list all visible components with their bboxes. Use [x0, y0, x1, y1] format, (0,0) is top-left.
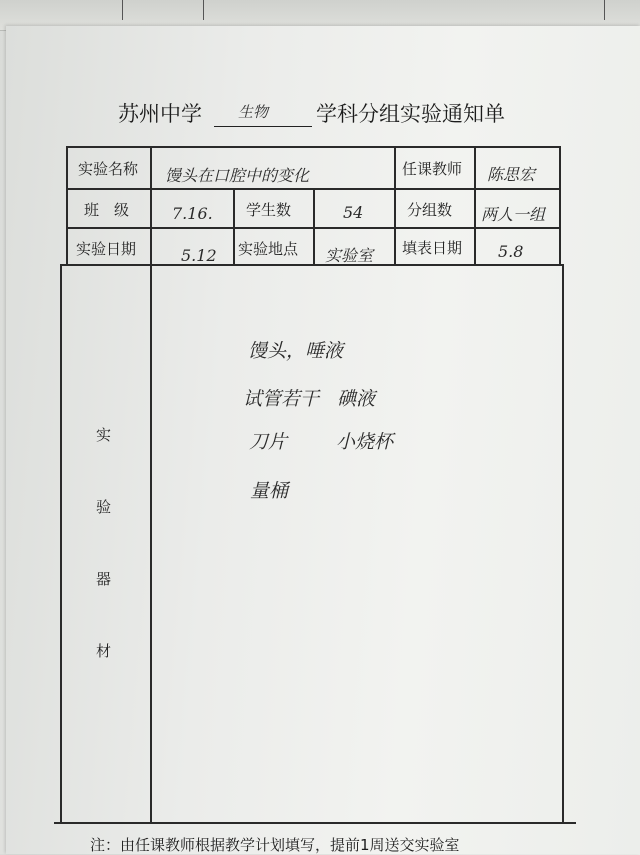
title-form-name: 学科分组实验通知单 — [316, 102, 505, 126]
subject-blank — [214, 98, 312, 127]
table-border — [62, 264, 562, 266]
equipment-item: 小烧杯 — [336, 431, 394, 453]
previous-page-rule — [122, 0, 123, 20]
experiment-date-value: 5.12 — [181, 246, 217, 265]
location-value: 实验室 — [325, 246, 374, 265]
experiment-name-label: 实验名称 — [78, 160, 139, 178]
table-border — [559, 146, 561, 266]
location-label: 实验地点 — [238, 240, 299, 258]
subject-handwritten: 生物 — [238, 103, 269, 121]
table-border — [66, 146, 560, 148]
equipment-label-char: 验 — [96, 498, 112, 516]
title-school: 苏州中学 — [118, 102, 202, 126]
equipment-item: 刀片 — [249, 431, 288, 453]
class-value: 7.16. — [172, 204, 213, 223]
experiment-date-label: 实验日期 — [76, 240, 137, 258]
equipment-label-char: 实 — [96, 426, 112, 444]
teacher-value: 陈思宏 — [487, 165, 536, 184]
equipment-item: 碘液 — [337, 388, 376, 410]
table-column-line — [150, 146, 152, 824]
previous-page-rule — [604, 0, 605, 20]
experiment-name-value: 馒头在口腔中的变化 — [165, 166, 310, 185]
table-column-line — [394, 146, 396, 266]
page-title — [118, 98, 578, 130]
group-count-label: 分组数 — [407, 201, 453, 219]
table-column-line — [313, 188, 315, 266]
student-count-label: 学生数 — [246, 201, 292, 219]
footer-note: 注：由任课教师根据教学计划填写，提前1周送交实验室 — [90, 836, 460, 854]
equipment-label-char: 器 — [96, 570, 112, 588]
table-border — [66, 146, 68, 266]
class-label: 班 级 — [84, 201, 130, 219]
previous-page-rule — [203, 0, 204, 20]
table-border — [60, 264, 62, 824]
table-border — [562, 264, 564, 824]
table-column-line — [233, 188, 235, 266]
equipment-item: 量桶 — [250, 480, 289, 502]
student-count-value: 54 — [343, 203, 364, 222]
equipment-item: 试管若干 — [243, 388, 320, 410]
fill-date-label: 填表日期 — [402, 239, 463, 257]
table-border — [54, 822, 576, 824]
fill-date-value: 5.8 — [498, 242, 524, 261]
equipment-label-char: 材 — [96, 642, 112, 660]
group-count-value: 两人一组 — [481, 205, 546, 224]
table-column-line — [474, 146, 476, 266]
equipment-item: 馒头，唾液 — [248, 340, 344, 362]
teacher-label: 任课教师 — [402, 160, 463, 178]
